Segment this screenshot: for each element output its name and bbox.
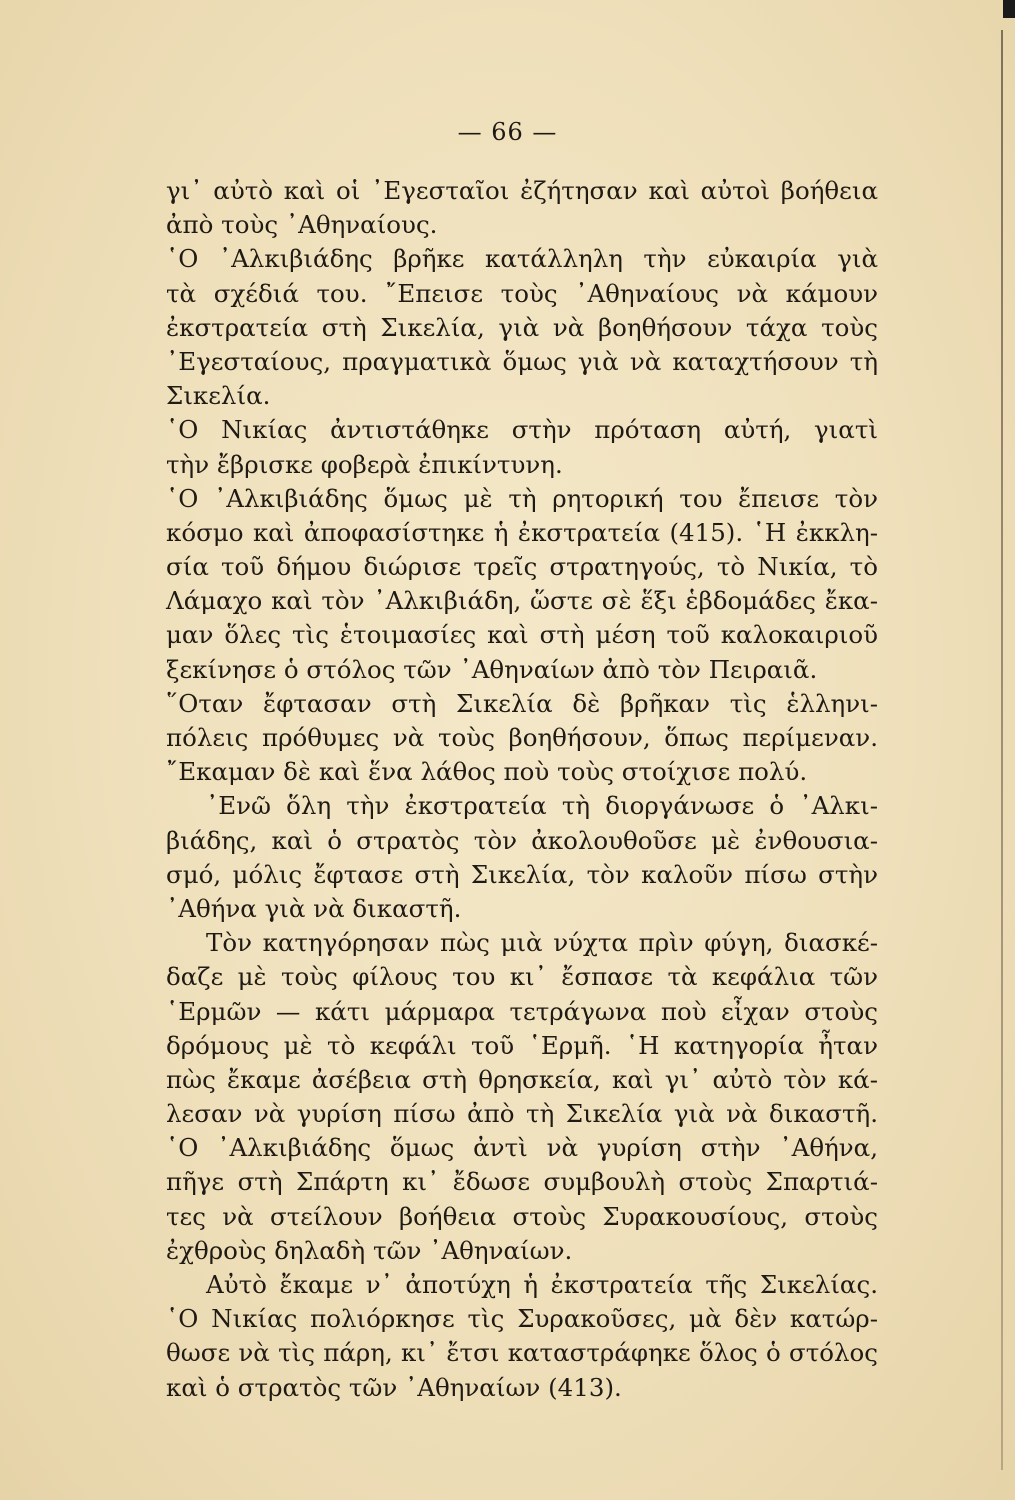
text-line: ῾Ερμῶν — κάτι μάρμαρα τετράγωνα ποὺ εἶχαν στοὺς	[166, 996, 878, 1026]
text-line: δαζε μὲ τοὺς φίλους του κι᾽ ἔσπασε τὰ κεφάλια τῶν	[166, 962, 878, 992]
text-line: καὶ ὁ στρατὸς τῶν ᾽Αθηναίων (413).	[166, 1372, 622, 1402]
text-line: τὴν ἔβρισκε φοβερὰ ἐπικίντυνη.	[166, 449, 563, 479]
binding-edge-mark	[1003, 0, 1015, 18]
text-line: ῞Οταν ἔφτασαν στὴ Σικελία δὲ βρῆκαν τὶς ἑλληνι-	[166, 688, 878, 718]
text-line: θωσε νὰ τὶς πάρη, κι᾽ ἔτσι καταστράφηκε ὅλος ὁ στόλος	[166, 1338, 878, 1368]
text-line: τες νὰ στείλουν βοήθεια στοὺς Συρακουσίους, στοὺς	[166, 1201, 878, 1231]
text-line: Σικελία.	[166, 381, 271, 411]
text-line: ῾Ο Νικίας πολιόρκησε τὶς Συρακοῦσες, μὰ δὲν κατώρ-	[166, 1304, 878, 1334]
text-line: ξεκίνησε ὁ στόλος τῶν ᾽Αθηναίων ἀπὸ τὸν Πειραιᾶ.	[166, 654, 818, 684]
text-line: ῾Ο ᾽Αλκιβιάδης ὅμως μὲ τὴ ρητορική του ἔπεισε τὸν	[166, 483, 878, 513]
body-text	[166, 174, 878, 1405]
text-line: γι᾽ αὐτὸ καὶ οἱ ᾽Εγεσταῖοι ἐζήτησαν καὶ αὐτοὶ βοήθεια	[166, 176, 878, 205]
text-line: μαν ὅλες τὶς ἑτοιμασίες καὶ στὴ μέση τοῦ καλοκαιριοῦ	[166, 620, 878, 650]
text-line: δρόμους μὲ τὸ κεφάλι τοῦ ῾Ερμῆ. ῾Η κατηγορία ἦταν	[166, 1030, 878, 1060]
page-edge-shadow	[1001, 30, 1003, 1470]
text-line: ῾Ο Νικίας ἀντιστάθηκε στὴν πρόταση αὐτή, γιατὶ	[166, 415, 878, 445]
text-line: Τὸν κατηγόρησαν πὼς μιὰ νύχτα πρὶν φύγη, διασκέ-	[206, 928, 878, 958]
text-line: ᾽Εγεσταίους, πραγματικὰ ὅμως γιὰ νὰ καταχτήσουν τὴ	[166, 346, 878, 376]
text-line: κόσμο καὶ ἀποφασίστηκε ἡ ἐκστρατεία (415). ῾Η ἐκκλη-	[166, 517, 878, 547]
text-line: ᾽Ενῶ ὅλη τὴν ἐκστρατεία τὴ διοργάνωσε ὁ ᾽Αλκι-	[206, 791, 878, 821]
text-line: ῾Ο ᾽Αλκιβιάδης ὅμως ἀντὶ νὰ γυρίση στὴν ᾽Αθήνα,	[166, 1133, 878, 1163]
text-line: πῆγε στὴ Σπάρτη κι᾽ ἔδωσε συμβουλὴ στοὺς Σπαρτιά-	[166, 1167, 878, 1197]
text-line: λεσαν νὰ γυρίση πίσω ἀπὸ τὴ Σικελία γιὰ νὰ δικαστῆ.	[166, 1099, 878, 1129]
page-number: — 66 —	[457, 118, 558, 146]
text-line: πὼς ἔκαμε ἀσέβεια στὴ θρησκεία, καὶ γι᾽ αὐτὸ τὸν κά-	[166, 1064, 878, 1094]
text-line: σμό, μόλις ἔφτασε στὴ Σικελία, τὸν καλοῦν πίσω στὴν	[166, 859, 878, 889]
text-line: ἐχθροὺς δηλαδὴ τῶν ᾽Αθηναίων.	[166, 1235, 573, 1265]
text-line: Λάμαχο καὶ τὸν ᾽Αλκιβιάδη, ὥστε σὲ ἕξι ἑβδομάδες ἔκα-	[166, 586, 878, 616]
text-line: βιάδης, καὶ ὁ στρατὸς τὸν ἀκολουθοῦσε μὲ ἐνθουσια-	[166, 825, 878, 855]
text-line: τὰ σχέδιά του. ῎Επεισε τοὺς ᾽Αθηναίους νὰ κάμουν	[166, 278, 878, 308]
text-line: σία τοῦ δήμου διώρισε τρεῖς στρατηγούς, τὸ Νικία, τὸ	[166, 552, 878, 582]
text-line: ᾽Αθήνα γιὰ νὰ δικαστῆ.	[166, 893, 462, 923]
text-line: ῾Ο ᾽Αλκιβιάδης βρῆκε κατάλληλη τὴν εὐκαιρία γιὰ	[166, 244, 878, 274]
text-line: πόλεις πρόθυμες νὰ τοὺς βοηθήσουν, ὅπως περίμεναν.	[166, 723, 878, 752]
text-line: Αὐτὸ ἔκαμε ν᾽ ἀποτύχη ἡ ἐκστρατεία τῆς Σικελίας.	[206, 1270, 878, 1299]
text-line: ἀπὸ τοὺς ᾽Αθηναίους.	[166, 210, 438, 240]
text-line: ῎Εκαμαν δὲ καὶ ἕνα λάθος ποὺ τοὺς στοίχισε πολύ.	[166, 757, 808, 787]
text-line: ἐκστρατεία στὴ Σικελία, γιὰ νὰ βοηθήσουν τάχα τοὺς	[166, 312, 878, 342]
